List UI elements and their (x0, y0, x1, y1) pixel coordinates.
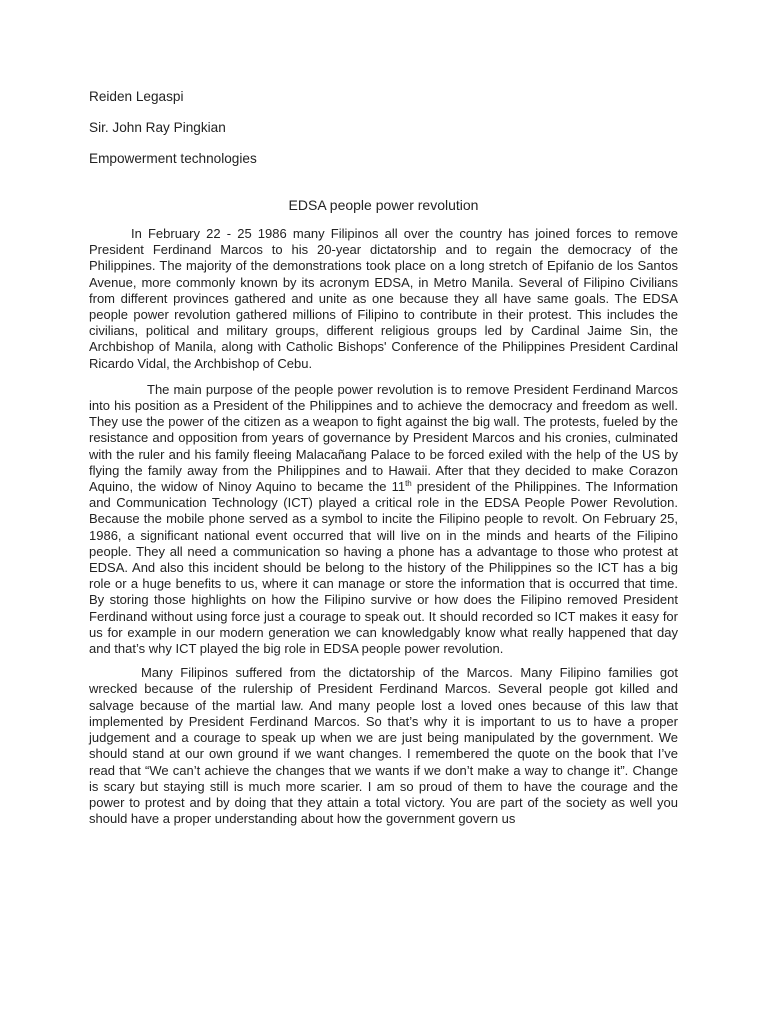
paragraph-2 (89, 382, 678, 657)
teacher-name: Sir. John Ray Pingkian (89, 120, 226, 135)
paragraph-3: Many Filipinos suffered from the dictatorship of the Marcos. Many Filipino families got wrecked because of the rulership of President Ferdinand Marcos. Several people got killed and salvage because of the martial law. And many people lost a loved ones because of this law that implemented by President Ferdinand Marcos. So that’s why it is important to us to have a proper judgement and a courage to speak up when we are just being manipulated by the government. We should stand at our own ground if we want changes. I remembered the quote on the book that I’ve read that “We can’t achieve the changes that we wants if we don’t make a way to change it”. Change is scary but staying still is much more scarier. I am so proud of them to have the courage and the power to protest and by doing that they attain a total victory. You are part of the society as well you should have a proper understanding about how the government govern us (89, 665, 678, 827)
document-header (89, 88, 678, 167)
paragraph-2-part-2: president of the Philippines. The Information and Communication Technology (ICT) played a critical role in the EDSA People Power Revolution. Because the mobile phone served as a symbol to incite the Filipino people to revolt. On February 25, 1986, a significant national event occurred that will live on in the minds and hearts of the Filipino people. They all need a communication so having a phone has a advantage to those who protest at EDSA. And also this incident should be belong to the history of the Philippines so the ICT has a big role or a huge benefits to us, where it can manage or store the information that is occurred that time. By storing those highlights on how the Filipino survive or how does the Filipino removed President Ferdinand without using force just a courage to speak out. It should recorded so ICT makes it easy for us for example in our modern generation we can knowledgably know what really happened that day and that’s why ICT played the big role in EDSA people power revolution. (89, 479, 678, 657)
subject-name: Empowerment technologies (89, 151, 257, 166)
essay-title: EDSA people power revolution (288, 197, 479, 213)
author-name: Reiden Legaspi (89, 89, 184, 104)
ordinal-suffix: th (405, 479, 412, 489)
paragraph-1: In February 22 - 25 1986 many Filipinos all over the country has joined forces to remove President Ferdinand Marcos to his 20-year dictatorship and to regain the democracy of the Philippines. The majority of the demonstrations took place on a long stretch of Epifanio de los Santos Avenue, more commonly known by its acronym EDSA, in Metro Manila. Several of Filipino Civilians from different provinces gathered and unite as one because they all have same goals. The EDSA people power revolution gathered millions of Filipino to contribute in their protest. This includes the civilians, political and military groups, different religious groups led by Cardinal Jaime Sin, the Archbishop of Manila, along with Catholic Bishops' Conference of the Philippines President Cardinal Ricardo Vidal, the Archbishop of Cebu. (89, 226, 678, 371)
paragraph-2-part-1: The main purpose of the people power revolution is to remove President Ferdinand Marcos into his position as a President of the Philippines and to achieve the democracy and freedom as well. They use the power of the citizen as a weapon to fight against the big wall. The protests, fueled by the resistance and opposition from years of governance by President Marcos and his cronies, culminated with the ruler and his family fleeing Malacañang Palace to be forced exiled with the help of the US by flying the family away from the Philippines and to Hawaii. After that they decided to make Corazon Aquino, the widow of Ninoy Aquino to became the 11 (89, 381, 678, 495)
